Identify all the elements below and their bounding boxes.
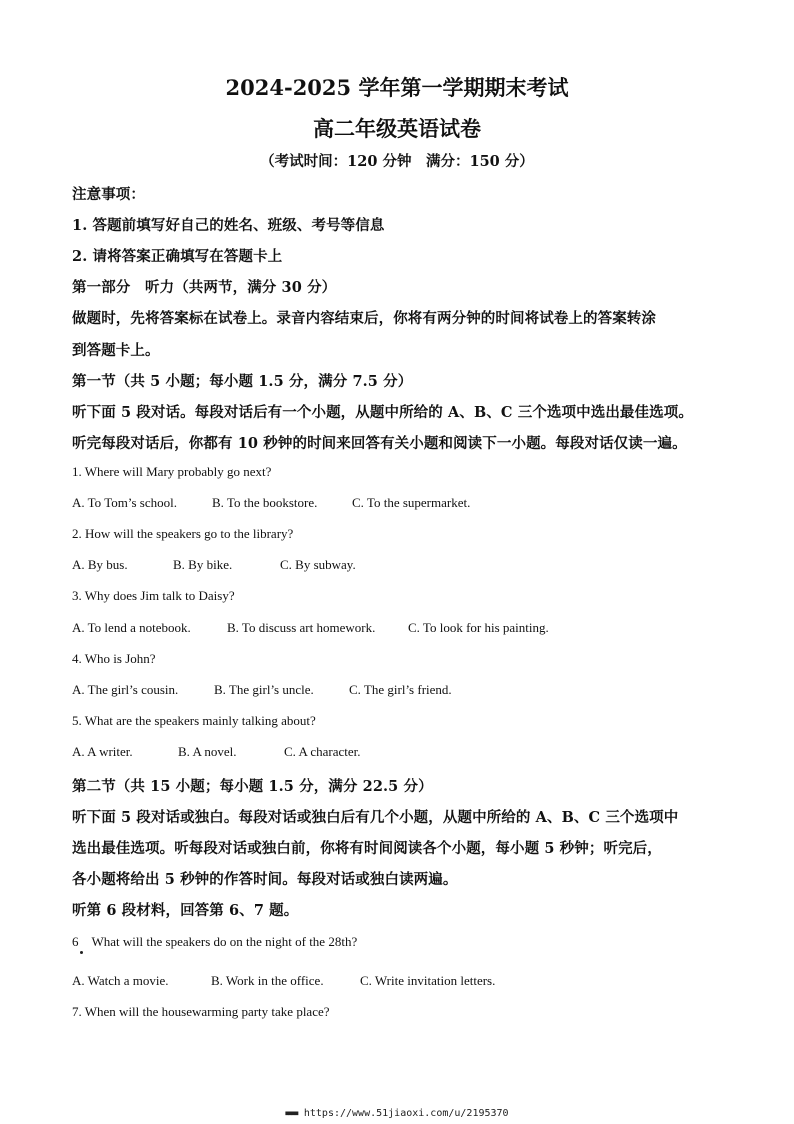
option-b: B. The girl’s uncle. — [214, 682, 314, 697]
question-stem: 1. Where will Mary probably go next? — [72, 464, 272, 479]
question-stem: 4. Who is John? — [72, 651, 156, 666]
question-stem: 5. What are the speakers mainly talking about? — [72, 713, 316, 728]
notes-heading: 注意事项： — [72, 186, 145, 203]
exam-subtitle: 高二年级英语试卷 — [313, 116, 481, 141]
note-item: 1. 答题前填写好自己的姓名、班级、考号等信息 — [72, 217, 385, 234]
exam-info: （考试时间：120 分钟 满分：150 分） — [260, 153, 534, 170]
section2-instruction: 选出最佳选项。听每段对话或独白前，你将有时间阅读各个小题，每小题 5 秒钟；听完后， — [72, 840, 662, 857]
question-options — [72, 682, 452, 698]
question-options — [72, 744, 361, 760]
question-options — [72, 557, 356, 573]
question-options — [72, 973, 495, 989]
option-c: C. Write invitation letters. — [360, 973, 496, 988]
footer — [0, 1108, 794, 1119]
option-a: A. By bus. — [72, 557, 128, 572]
question-options — [72, 495, 470, 511]
section1-instruction: 听下面 5 段对话。每段对话后有一个小题，从题中所给的 A、B、C 三个选项中选出最佳选项。 — [72, 404, 693, 421]
option-b: B. To the bookstore. — [212, 495, 318, 510]
option-c: C. By subway. — [280, 557, 356, 572]
option-a: A. To Tom’s school. — [72, 495, 177, 510]
option-a: A. Watch a movie. — [72, 973, 169, 988]
question-options — [72, 620, 549, 636]
option-c: C. A character. — [284, 744, 361, 759]
option-b: B. To discuss art homework. — [227, 620, 376, 635]
part1-heading: 第一部分 听力（共两节，满分 30 分） — [72, 279, 337, 296]
note-item: 2. 请将答案正确填写在答题卡上 — [72, 248, 283, 265]
question-stem: 3. Why does Jim talk to Daisy? — [72, 588, 235, 603]
section1-instruction: 听完每段对话后，你都有 10 秒钟的时间来回答有关小题和阅读下一小题。每段对话仅读一遍。 — [72, 435, 687, 452]
stray-dot — [80, 951, 83, 954]
option-a: A. The girl’s cousin. — [72, 682, 179, 697]
part1-instruction: 做题时，先将答案标在试卷上。录音内容结束后，你将有两分钟的时间将试卷上的答案转涂 — [72, 310, 656, 327]
footer-brand: ■■■■ — [285, 1109, 298, 1117]
exam-title: 2024-2025 学年第一学期期末考试 — [225, 75, 569, 100]
option-c: C. To look for his painting. — [408, 620, 549, 635]
question-stem: 7. When will the housewarming party take place? — [72, 1004, 330, 1019]
question-stem: 2. How will the speakers go to the library? — [72, 526, 294, 541]
option-b: B. A novel. — [178, 744, 237, 759]
option-c: C. The girl’s friend. — [349, 682, 452, 697]
part1-instruction: 到答题卡上。 — [72, 342, 160, 359]
option-c: C. To the supermarket. — [352, 495, 471, 510]
section2-heading: 第二节（共 15 小题；每小题 1.5 分，满分 22.5 分） — [72, 778, 433, 795]
section1-heading: 第一节（共 5 小题；每小题 1.5 分，满分 7.5 分） — [72, 373, 413, 390]
option-a: A. To lend a notebook. — [72, 620, 191, 635]
question-stem: 6 What will the speakers do on the night of the 28th? — [72, 934, 358, 949]
option-b: B. Work in the office. — [211, 973, 324, 988]
section2-instruction: 听下面 5 段对话或独白。每段对话或独白后有几个小题，从题中所给的 A、B、C 三个选项中 — [72, 809, 679, 826]
option-b: B. By bike. — [173, 557, 233, 572]
section2-instruction: 各小题将给出 5 秒钟的作答时间。每段对话或独白读两遍。 — [72, 871, 458, 888]
material-heading: 听第 6 段材料，回答第 6、7 题。 — [72, 902, 299, 919]
option-a: A. A writer. — [72, 744, 133, 759]
footer-url[interactable]: https://www.51jiaoxi.com/u/2195370 — [303, 1108, 509, 1119]
